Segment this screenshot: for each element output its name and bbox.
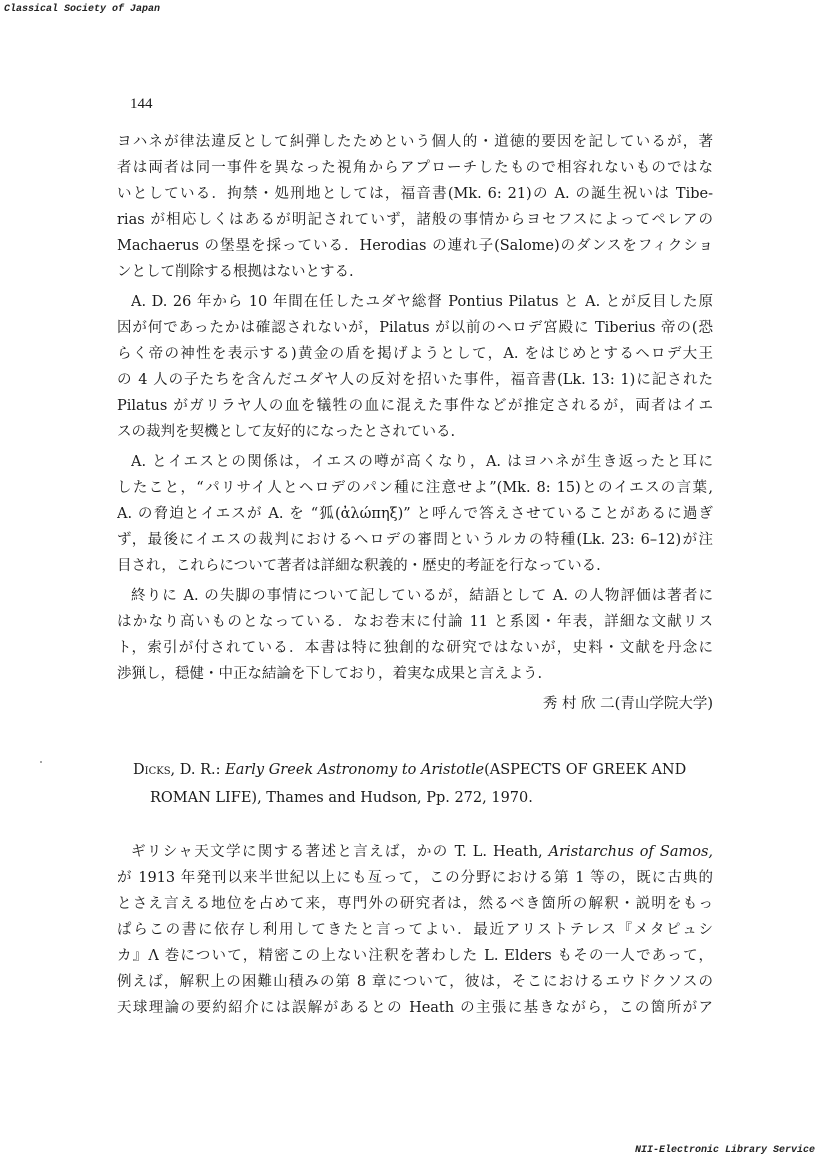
- library-footer: NII-Electronic Library Service: [634, 1145, 815, 1156]
- reference-title: Early Greek Astronomy to Aristotle: [225, 762, 485, 778]
- reference-author: Dicks, D. R.:: [133, 762, 226, 778]
- review1-line: ンとして削除する根拠はないとする.: [117, 264, 354, 280]
- review1-line: ず，最後にイエスの裁判におけるヘロデの審問というルカの特種(Lk. 23: 6–12)が注: [117, 532, 713, 548]
- review1-line: rias が相応しくはあるが明記されていず，諸般の事情からヨセフスによってペレアの: [117, 212, 713, 228]
- review2-line: ぱらこの書に依存し利用してきたと言ってよい．最近アリストテレス『メタピュシ: [117, 922, 713, 938]
- review1-line: の 4 人の子たちを含んだユダヤ人の反対を招いた事件，福音書(Lk. 13: 1)に記された: [117, 372, 713, 388]
- review1-line: A. とイエスとの関係は，イエスの噂が高くなり，A. はヨハネが生き返ったと耳に: [131, 454, 713, 470]
- review1-line: らく帝の神性を表示する)黄金の盾を掲げようとして，A. をはじめとするヘロデ大王: [117, 346, 713, 362]
- review2-line: とさえ言える地位を占めて来，専門外の研究者は，然るべき箇所の解釈・説明をもっ: [117, 896, 713, 912]
- review1-line: Pilatus がガリラヤ人の血を犠牲の血に混えた事件などが推定されるが，両者はイエ: [117, 398, 713, 414]
- review1-line: したこと，“パリサイ人とヘロデのパン種に注意せよ”(Mk. 8: 15)とのイエスの言葉,: [117, 480, 713, 496]
- review2-line: カ』Λ 巻について，精密この上ない注釈を著わした L. Elders もその一人であって，: [117, 948, 713, 964]
- scan-speck: [40, 761, 42, 763]
- book-reference: [133, 760, 715, 780]
- reviewer-signature: 秀 村 欣 二(青山学院大学): [542, 696, 713, 712]
- review2-line: 例えば，解釈上の困難山積みの第 8 章について，彼は，そこにおけるエウドクソスの: [117, 974, 713, 990]
- review1-line: ト，索引が付されている．本書は特に独創的な研究ではないが，史料・文献を丹念に: [117, 640, 713, 656]
- review1-line: 因が何であったかは確認されないが，Pilatus が以前のヘロデ宮殿に Tiberius 帝の(恐: [117, 320, 713, 336]
- review1-line: A. D. 26 年から 10 年間在任したユダヤ総督 Pontius Pilatus と A. とが反目した原: [131, 294, 713, 310]
- review1-line: スの裁判を契機として友好的になったとされている.: [117, 424, 456, 440]
- review1-line: ヨハネが律法違反として糾弾したためという個人的・道徳的要因を記しているが，著: [117, 134, 713, 150]
- page-number: 144: [130, 96, 153, 112]
- reference-publisher: ROMAN LIFE), Thames and Hudson, Pp. 272, 1970.: [150, 790, 533, 806]
- review2-line: が 1913 年発刊以来半世紀以上にも亙って，この分野における第 1 等の，既に古典的: [117, 870, 713, 886]
- cited-title: Aristarchus of Samos,: [548, 844, 713, 860]
- review1-line: A. の脅迫とイエスが A. を “狐(ἀλώπηξ)” と呼んで答えさせていることがあるに過ぎ: [117, 506, 713, 522]
- review1-line: はかなり高いものとなっている．なお巻末に付論 11 と系図・年表，詳細な文献リス: [117, 614, 713, 630]
- review2-line-text: ギリシャ天文学に関する著述と言えば，かの T. L. Heath,: [131, 844, 549, 860]
- journal-header: Classical Society of Japan: [4, 4, 161, 15]
- review1-line: 目され，これらについて著者は詳細な釈義的・歴史的考証を行なっている.: [117, 558, 601, 574]
- review2-line: [131, 842, 713, 862]
- review1-line: いとしている．拘禁・処刑地としては，福音書(Mk. 6: 21)の A. の誕生祝いは Tibe-: [117, 186, 713, 202]
- review1-line: 終りに A. の失脚の事情について記しているが，結語として A. の人物評価は著者に: [131, 588, 713, 604]
- reference-series: (ASPECTS OF GREEK AND: [484, 762, 687, 778]
- review1-line: Machaerus の堡塁を採っている．Herodias の連れ子(Salome)のダンスをフィクショ: [117, 238, 713, 254]
- review1-line: 渉猟し，穏健・中正な結論を下しており，着実な成果と言えよう.: [117, 666, 543, 682]
- review2-line: 天球理論の要約紹介には誤解があるとの Heath の主張に基きながら，この箇所がア: [117, 1000, 713, 1016]
- review1-line: 者は両者は同一事件を異なった視角からアプローチしたもので相容れないものではな: [117, 160, 713, 176]
